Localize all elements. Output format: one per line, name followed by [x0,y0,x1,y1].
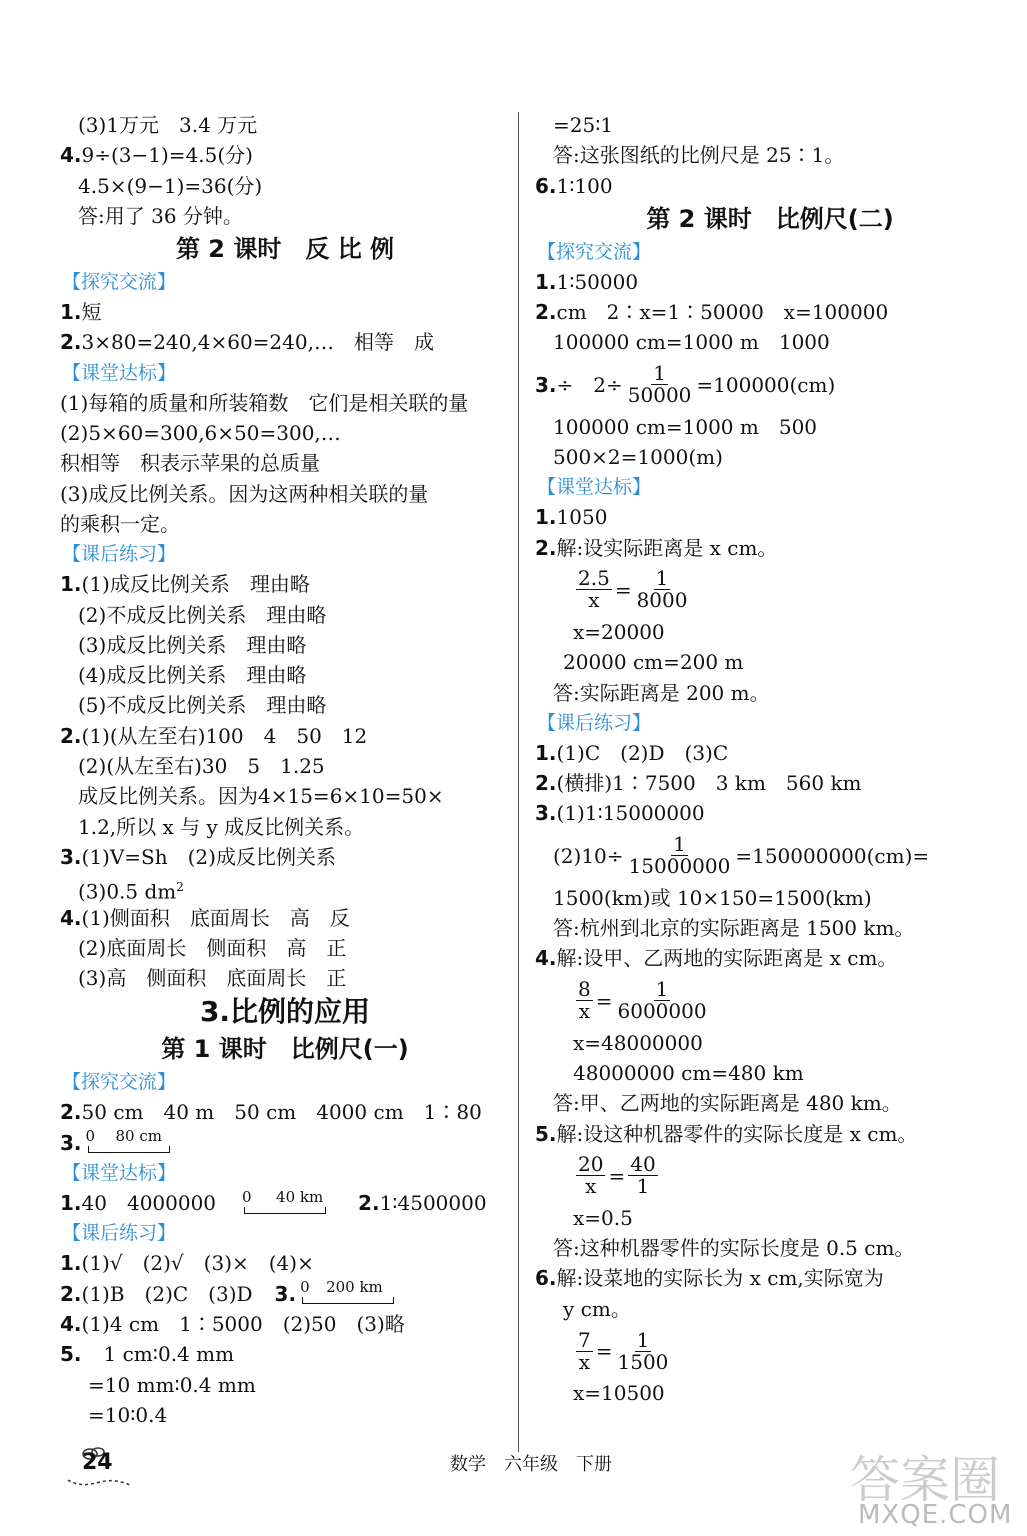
question-number: 5. [535,1121,557,1146]
question-number: 1. [60,1251,82,1276]
answer-text: (横排)1∶7500 3 km 560 km [556,771,862,796]
question-number: 1. [535,740,557,765]
answer-text: 9÷(3−1)=4.5(分) [81,143,253,168]
answer-line [535,297,1005,327]
answer-line: x=20000 [573,619,665,644]
fraction [576,1154,605,1197]
question-number: 2. [60,330,82,355]
question-number: 6. [535,1266,557,1291]
question-number: 1. [535,269,557,294]
fraction-denominator: x [585,1174,597,1199]
fraction-numerator: 20 [578,1152,604,1177]
answer-line [535,171,1005,201]
question-number: 2. [60,1100,82,1125]
answer-text: (1)B (2)C (3)D [81,1281,253,1306]
answer-line: x=10500 [573,1381,665,1406]
answer-line: 答:杭州到北京的实际距离是 1500 km。 [553,916,915,941]
scale-label: 80 cm [115,1127,162,1146]
answer-line [60,1188,510,1218]
fraction-denominator: 6000000 [617,999,707,1024]
answer-text: (1)C (2)D (3)C [556,740,729,765]
equation-line: $\frac{7}{x}$ = $\frac{1}{1500}$ [578,1327,669,1374]
answer-line: =25∶1 [553,113,614,137]
section-tag: 【 探究交流 】 [60,269,178,295]
answer-text: (1)成反比例关系 理由略 [81,572,310,597]
answer-text: 解:设实际距离是 x cm。 [556,535,778,560]
unit-heading: 3.比例的应用 [199,995,371,1029]
answer-text: cm 2∶x=1∶50000 x=100000 [556,300,889,325]
answer-text: (1)(从左至右)100 4 50 12 [81,723,368,748]
section-tag: 【 课后练习 】 [60,1220,178,1246]
question-number: 3. [535,372,557,397]
answer-line: 积相等 积表示苹果的总质量 [60,451,320,476]
answer-line: 4.5×(9−1)=36(分) [78,173,263,198]
question-number: 4. [60,1311,82,1336]
equation-line: $\frac{20}{x}$ = $\frac{40}{1}$ [578,1152,656,1199]
fraction-numerator: 40 [630,1152,656,1177]
answer-text: 1 cm∶0.4 mm [103,1342,235,1367]
fraction-denominator: 15000000 [628,854,731,879]
answer-line: 500×2=1000(m) [553,445,723,470]
fraction-denominator: x [578,1349,590,1374]
fraction [628,1154,657,1197]
answer-line [535,502,1005,532]
answer-line: (4)成反比例关系 理由略 [78,663,307,688]
question-number: 1. [60,572,82,597]
section-tag: 【 课堂达标 】 [535,474,653,500]
watermark-site: MXQE.COM [858,1500,1013,1530]
column-divider [518,112,519,1452]
question-number: 1. [60,300,82,325]
question-number: 2. [535,771,557,796]
answer-text: 解:设菜地的实际长为 x cm,实际宽为 [556,1266,884,1291]
superscript: 2 [176,880,184,895]
question-number: 4. [535,946,557,971]
answer-line [60,872,510,902]
fraction-denominator: x [588,588,600,613]
answer-line [60,721,510,751]
answer-line [60,903,510,933]
answer-line: (2)不成反比例关系 理由略 [78,602,327,627]
fraction-numerator: 1 [655,977,669,1002]
page-number: 24 [82,1450,113,1475]
question-number: 1. [60,1191,82,1216]
answer-line [535,738,1005,768]
fraction-numerator: 1 [653,361,666,386]
answer-text: =150000000(cm)= [735,843,930,868]
fraction-denominator: x [578,999,590,1024]
scale-bar-icon [300,1278,400,1307]
fraction-denominator: 1500 [617,1349,669,1374]
section-tag: 【 课堂达标 】 [60,1160,178,1186]
answer-line [535,798,1005,828]
fraction [576,568,612,611]
fraction-numerator: 1 [673,832,686,857]
fraction-numerator: 1 [636,1327,650,1352]
question-number: 2. [535,535,557,560]
answer-text: 50 cm 40 m 50 cm 4000 cm 1∶80 [81,1100,482,1125]
question-number: 6. [535,173,557,198]
scale-label: 40 km [276,1187,324,1206]
answer-text: (1)1∶15000000 [556,801,705,826]
question-number: 1. [535,505,557,530]
lesson-heading: 第 1 课时 比例尺(一) [161,1035,409,1064]
answer-text: ÷ 2÷ [556,372,623,397]
lesson-heading: 第 2 课时 比例尺(二) [646,204,894,233]
answer-line: 48000000 cm=480 km [573,1060,804,1085]
fraction [616,1327,671,1374]
answer-text: (1)侧面积 底面周长 高 反 [81,905,350,930]
scale-bar-icon [242,1187,332,1217]
answer-line [535,1263,1005,1293]
scale-zero: 0 [300,1278,310,1297]
answer-line: (3)成反比例关系。因为这两种相关联的量 [60,481,429,506]
answer-line: (3)成反比例关系 理由略 [78,632,307,657]
answer-line: 1500(km)或 10×150=1500(km) [553,885,872,910]
answer-text: 1∶4500000 [379,1191,487,1216]
section-tag: 【 课后练习 】 [535,710,653,736]
answer-line [60,297,510,327]
answer-text: 解:设甲、乙两地的实际距离是 x cm。 [556,946,898,971]
scale-label: 200 km [326,1278,383,1297]
answer-text: (3)0.5 dm [78,879,177,904]
answer-text: (1)√ (2)√ (3)× (4)× [81,1251,314,1276]
section-tag: 【 探究交流 】 [535,239,653,265]
answer-line: 答:甲、乙两地的实际距离是 480 km。 [553,1091,902,1116]
answer-text: =100000(cm) [696,372,836,397]
answer-line [535,533,1005,563]
answer-line [60,1279,510,1309]
answer-line: 答:实际距离是 200 m。 [553,680,770,705]
answer-line: (2)5×60=300,6×50=300,… [60,421,341,446]
fraction-denominator: 50000 [627,383,692,408]
fraction [635,568,690,611]
answer-line: 的乘积一定。 [60,511,180,536]
watermark-logo: 答案圈 [850,1451,1000,1509]
answer-line [535,267,1005,297]
answer-line: 20000 cm=200 m [563,650,744,675]
answer-line: (2)(从左至右)30 5 1.25 [78,754,325,779]
question-number: 4. [60,143,82,168]
question-number: 4. [60,905,82,930]
answer-line [535,1119,1005,1149]
fraction-numerator: 8 [578,977,591,1002]
answer-line: (5)不成反比例关系 理由略 [78,693,327,718]
answer-text: 3×80=240,4×60=240,… 相等 成 [81,330,434,355]
answer-line: =10 mm∶0.4 mm [88,1372,256,1397]
scale-zero: 0 [85,1127,96,1146]
answer-line: 答:这张图纸的比例尺是 25∶1。 [553,143,845,168]
answer-text: (2)10÷ [553,843,624,868]
answer-text: 1∶100 [556,173,613,198]
section-tag: 【 探究交流 】 [60,1069,178,1095]
fraction [576,1327,593,1374]
question-number: 2. [358,1191,380,1216]
answer-text: (1)4 cm 1∶5000 (2)50 (3)略 [81,1311,405,1336]
answer-text: 1∶50000 [556,269,639,294]
answer-line: (2)底面周长 侧面积 高 正 [78,935,347,960]
fraction [626,363,694,406]
answer-text: 短 [81,300,102,325]
answer-line [60,842,510,872]
question-number: 2. [60,723,82,748]
answer-text: (1)V=Sh (2)成反比例关系 [81,844,336,869]
question-number: 3. [60,1130,82,1155]
answer-line [60,1248,510,1278]
answer-line: =10∶0.4 [88,1402,168,1427]
question-number: 3. [60,844,82,869]
answer-line: x=0.5 [573,1205,633,1230]
answer-line: (1)每箱的质量和所装箱数 它们是相关联的量 [60,390,469,415]
fraction-numerator: 2.5 [578,566,610,591]
answer-line: 100000 cm=1000 m 500 [553,414,818,439]
answer-line [535,358,1005,412]
answer-line: 100000 cm=1000 m 1000 [553,330,830,355]
answer-text: 1050 [556,505,608,530]
fraction [616,979,709,1022]
answer-line: (3)高 侧面积 底面周长 正 [78,966,347,991]
lesson-heading: 第 2 课时 反 比 例 [175,235,395,264]
scale-zero: 0 [242,1187,252,1206]
answer-line: (3)1万元 3.4 万元 [78,113,258,137]
answer-line: 1.2,所以 x 与 y 成反比例关系。 [78,814,365,839]
answer-text: 40 4000000 [81,1191,217,1216]
left-column [60,110,510,1430]
question-number: 2. [60,1281,82,1306]
answer-line: y cm。 [563,1296,631,1321]
fraction [627,834,733,877]
equation-line: $\frac{2.5}{x}$ = $\frac{1}{8000}$ [578,566,688,613]
answer-line: x=48000000 [573,1030,703,1055]
question-number: 5. [60,1342,82,1367]
answer-line [60,1128,510,1158]
answer-line [60,140,510,170]
answer-line [535,943,1005,973]
answer-text: 解:设这种机器零件的实际长度是 x cm。 [556,1121,918,1146]
fraction-denominator: 1 [636,1174,650,1199]
answer-line [60,1309,510,1339]
fraction-numerator: 1 [655,566,669,591]
answer-line [60,1339,510,1369]
equation-line [535,829,1005,883]
fraction-numerator: 7 [578,1327,591,1352]
answer-line [60,1097,510,1127]
scale-bar-icon [85,1127,176,1156]
question-number: 3. [535,801,557,826]
fraction-denominator: 8000 [636,588,688,613]
fraction [576,979,593,1022]
footer-title: 数学 六年级 下册 [450,1454,612,1475]
answer-line: 答:这种机器零件的实际长度是 0.5 cm。 [553,1236,915,1261]
section-tag: 【 课后练习 】 [60,541,178,567]
question-number: 3. [274,1281,297,1306]
answer-line [535,768,1005,798]
right-column [535,110,1005,1408]
answer-line [60,327,510,357]
section-tag: 【 课堂达标 】 [60,360,178,386]
answer-line [60,569,510,599]
answer-line: 答:用了 36 分钟。 [78,203,243,228]
equation-line: $\frac{8}{x}$ = $\frac{1}{6000000}$ [578,977,707,1024]
answer-line: 成反比例关系。因为4×15=6×10=50× [78,784,444,809]
question-number: 2. [535,300,557,325]
